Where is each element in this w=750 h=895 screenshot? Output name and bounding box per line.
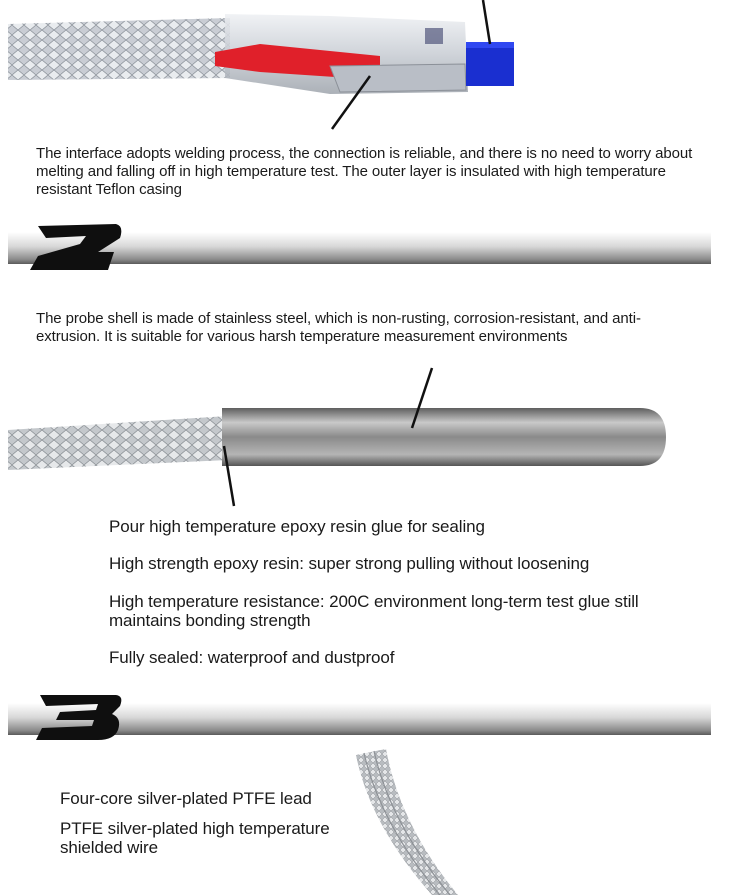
feature-high-temp-resistance: High temperature resistance: 200C environment long-term test glue still maintains bonding strength xyxy=(109,592,639,630)
shielded-wires-photo xyxy=(340,745,490,895)
feature-high-strength: High strength epoxy resin: super strong pulling without loosening xyxy=(109,554,590,573)
section2-description: The probe shell is made of stainless steel, which is non-rusting, corrosion-resistant, and anti-extrusion. It is suitable for various harsh temperature measurement environments xyxy=(36,310,641,345)
feature-four-core-lead: Four-core silver-plated PTFE lead xyxy=(60,789,312,808)
steel-probe-photo xyxy=(0,360,750,510)
feature-shielded-wire: PTFE silver-plated high temperature shielded wire xyxy=(60,819,330,857)
feature-fully-sealed: Fully sealed: waterproof and dustproof xyxy=(109,648,395,667)
section1-description: The interface adopts welding process, the connection is reliable, and there is no need to worry about melting and falling off in high temperature test. The outer layer is insulated with high temperature resistant Teflon casing xyxy=(36,145,693,198)
feature-epoxy-sealing: Pour high temperature epoxy resin glue for sealing xyxy=(109,517,485,536)
cable-joint-photo xyxy=(0,0,750,140)
number-2-badge-icon xyxy=(28,222,123,272)
number-3-badge-icon xyxy=(32,692,124,742)
